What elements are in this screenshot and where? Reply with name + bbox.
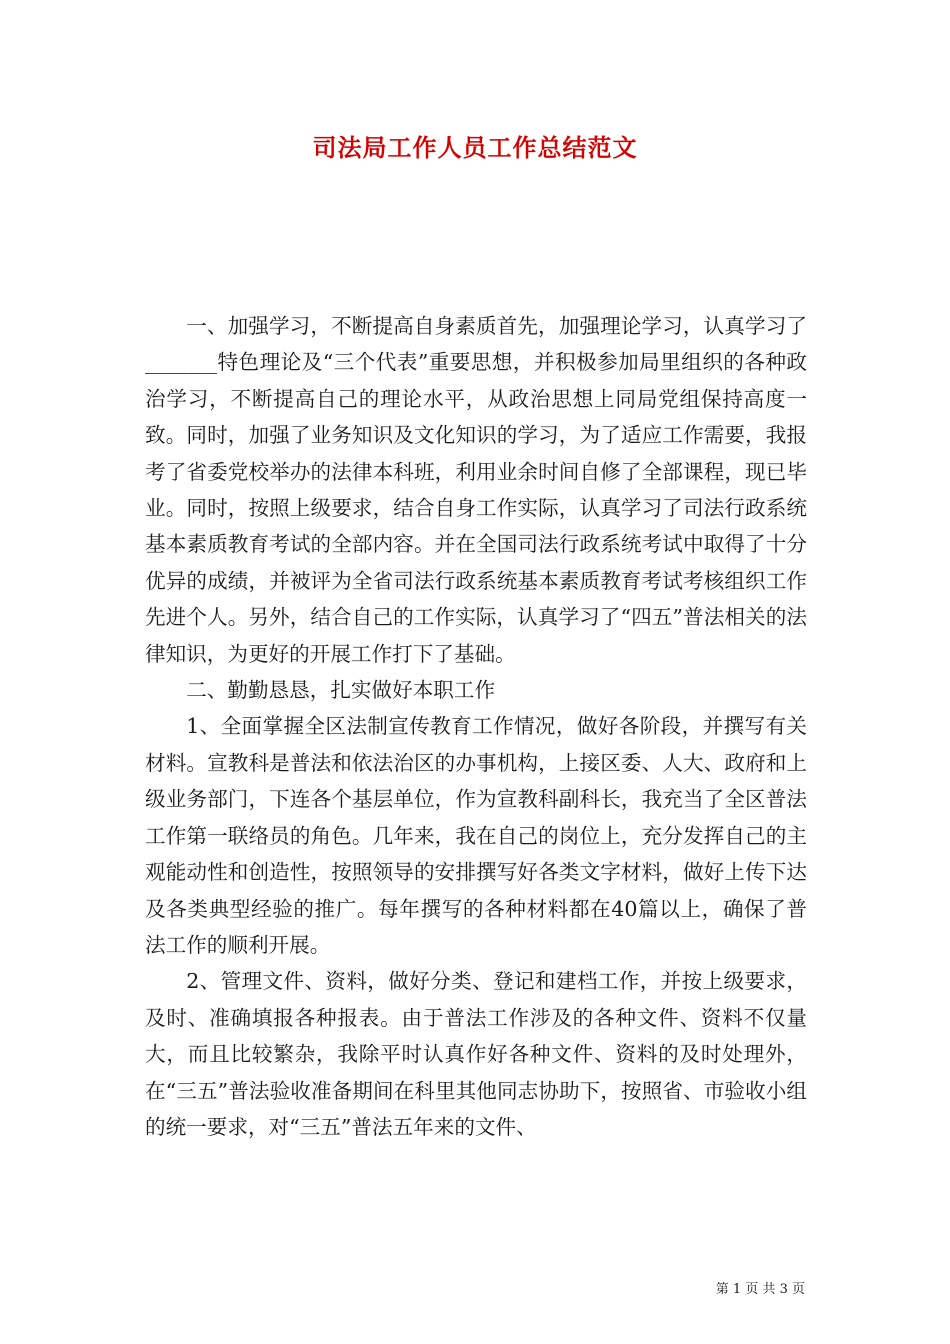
- document-body: [145, 308, 807, 1145]
- page-number-footer: 第 1 页 共 3 页: [715, 1282, 805, 1297]
- paragraph-study: 一、加强学习，不断提高自身素质首先，加强理论学习，认真学习了_______特色理论及“三个代表”重要思想，并积极参加局里组织的各种政治学习，不断提高自己的理论水平，从政治思想上同局党组保持高度一致。同时，加强了业务知识及文化知识的学习，为了适应工作需要，我报考了省委党校举办的法律本科班，利用业余时间自修了全部课程，现已毕业。同时，按照上级要求，结合自身工作实际，认真学习了司法行政系统基本素质教育考试的全部内容。并在全国司法行政系统考试中取得了十分优异的成绩，并被评为全省司法行政系统基本素质教育考试考核组织工作先进个人。另外，结合自己的工作实际，认真学习了“四五”普法相关的法律知识，为更好的开展工作打下了基础。: [145, 314, 807, 666]
- paragraph-publicity: 1、全面掌握全区法制宣传教育工作情况，做好各阶段，并撰写有关材料。宣教科是普法和依法治区的办事机构，上接区委、人大、政府和上级业务部门，下连各个基层单位，作为宣教科副科长，我充当了全区普法工作第一联络员的角色。几年来，我在自己的岗位上，充分发挥自己的主观能动性和创造性，按照领导的安排撰写好各类文字材料，做好上传下达及各类典型经验的推广。每年撰写的各种材料都在40篇以上，确保了普法工作的顺利开展。: [145, 714, 807, 957]
- document-title: 司法局工作人员工作总结范文: [312, 133, 638, 162]
- paragraph-documents: 2、管理文件、资料，做好分类、登记和建档工作，并按上级要求，及时、准确填报各种报表。由于普法工作涉及的各种文件、资料不仅量大，而且比较繁杂，我除平时认真作好各种文件、资料的及时处理外，在“三五”普法验收准备期间在科里其他同志协助下，按照省、市验收小组的统一要求，对“三五”普法五年来的文件、: [145, 969, 807, 1139]
- paragraph-heading-duty: 二、勤勤恳恳，扎实做好本职工作: [186, 678, 496, 703]
